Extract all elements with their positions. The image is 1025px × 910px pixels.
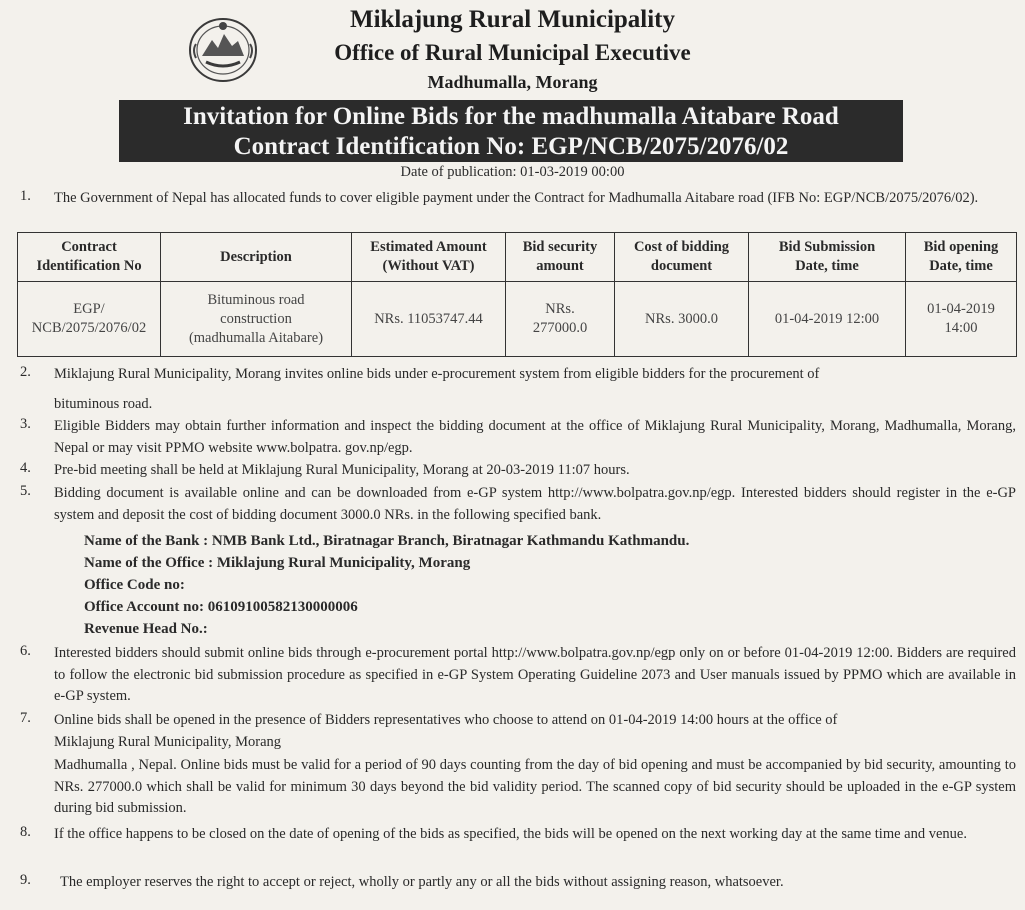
contract-identification: Contract Identification No: EGP/NCB/2075/2076/02 [233, 133, 789, 160]
item-1-text: The Government of Nepal has allocated funds to cover eligible payment under the Contract for Madhumalla Aitabare road (IFB No: EGP/NCB/2075/2076/02). [54, 190, 979, 206]
item-number: 9. [20, 872, 31, 888]
title-banner [119, 100, 903, 162]
col-opening: Bid opening Date, time [906, 233, 1017, 282]
item-number: 3. [20, 416, 31, 432]
bank-name: Name of the Bank : NMB Bank Ltd., Biratnagar Branch, Biratnagar Kathmandu Kathmandu. [84, 533, 690, 549]
item-number: 8. [20, 824, 31, 840]
office-name-bank: Name of the Office : Miklajung Rural Municipality, Morang [84, 555, 471, 571]
item-number: 4. [20, 460, 31, 476]
publication-date: Date of publication: 01-03-2019 00:00 [400, 164, 625, 180]
revenue-head: Revenue Head No.: [84, 621, 208, 637]
item-number: 6. [20, 643, 31, 659]
office-name: Office of Rural Municipal Executive [334, 40, 691, 65]
cell-security: NRs. 277000.0 [506, 282, 615, 357]
item-5-text: Bidding document is available online and can be downloaded from e-GP system http://www.bolpatra.gov.np/egp. Interested bidders should register in the e-GP system and deposit the cost of bidding document 3000.0 NRs. in the following specified bank. [54, 485, 1016, 523]
office-code: Office Code no: [84, 577, 185, 593]
item-9-text: The employer reserves the right to accept or reject, wholly or partly any or all the bids without assigning reason, whatsoever. [60, 874, 784, 890]
cell-contract: EGP/ NCB/2075/2076/02 [18, 282, 161, 357]
col-contract: Contract Identification No [18, 233, 161, 282]
col-description: Description [161, 233, 352, 282]
item-4-text: Pre-bid meeting shall be held at Miklajung Rural Municipality, Morang at 20-03-2019 11:07 hours. [54, 462, 630, 478]
banner-title: Invitation for Online Bids for the madhumalla Aitabare Road [183, 103, 839, 130]
item-3-text: Eligible Bidders may obtain further information and inspect the bidding document at the office of Miklajung Rural Municipality, Morang, Madhumalla, Morang, Nepal or may visit PPMO website www.bolpatra. gov.np/egp. [54, 418, 1016, 456]
item-6-text: Interested bidders should submit online bids through e-procurement portal http://www.bolpatra.gov.np/egp only on or before 01-04-2019 12:00. Bidders are required to follow the electronic bid submission procedure as specified in e-GP System Operating Guideline 2073 and User manuals issued by PPMO which are available in e-GP system. [54, 645, 1016, 704]
cell-description: Bituminous road construction (madhumalla Aitabare) [161, 282, 352, 357]
office-account: Office Account no: 06109100582130000006 [84, 599, 358, 615]
col-submission: Bid Submission Date, time [749, 233, 906, 282]
item-7-line-2: Miklajung Rural Municipality, Morang [54, 734, 282, 750]
office-location: Madhumalla, Morang [427, 72, 598, 92]
item-2-line-2: bituminous road. [54, 396, 153, 412]
item-7-line-1: Online bids shall be opened in the presence of Bidders representatives who choose to attend on 01-04-2019 14:00 hours at the office of [54, 712, 838, 728]
cell-cost: NRs. 3000.0 [615, 282, 749, 357]
item-7-text: Madhumalla , Nepal. Online bids must be valid for a period of 90 days counting from the day of bid opening and must be accompanied by bid security, amounting to NRs. 277000.0 which shall be valid for minimum 30 days beyond the bid validity period. The scanned copy of bid security should be uploaded in the e-GP system during bid submission. [54, 757, 1016, 816]
item-2-line-1: Miklajung Rural Municipality, Morang invites online bids under e-procurement system from eligible bidders for the procurement of [54, 366, 820, 382]
item-number: 1. [20, 188, 31, 204]
item-number: 5. [20, 483, 31, 499]
col-cost: Cost of bidding document [615, 233, 749, 282]
table-row [18, 282, 1017, 357]
cell-opening: 01-04-2019 14:00 [906, 282, 1017, 357]
cell-submission: 01-04-2019 12:00 [749, 282, 906, 357]
table-header-row [18, 233, 1017, 282]
item-number: 7. [20, 710, 31, 726]
col-amount: Estimated Amount (Without VAT) [352, 233, 506, 282]
item-8-text: If the office happens to be closed on the date of opening of the bids as specified, the bids will be opened on the next working day at the same time and venue. [54, 826, 967, 842]
municipality-name: Miklajung Rural Municipality [349, 6, 676, 33]
bid-table [17, 232, 1017, 357]
item-number: 2. [20, 364, 31, 380]
col-security: Bid security amount [506, 233, 615, 282]
cell-amount: NRs. 11053747.44 [352, 282, 506, 357]
